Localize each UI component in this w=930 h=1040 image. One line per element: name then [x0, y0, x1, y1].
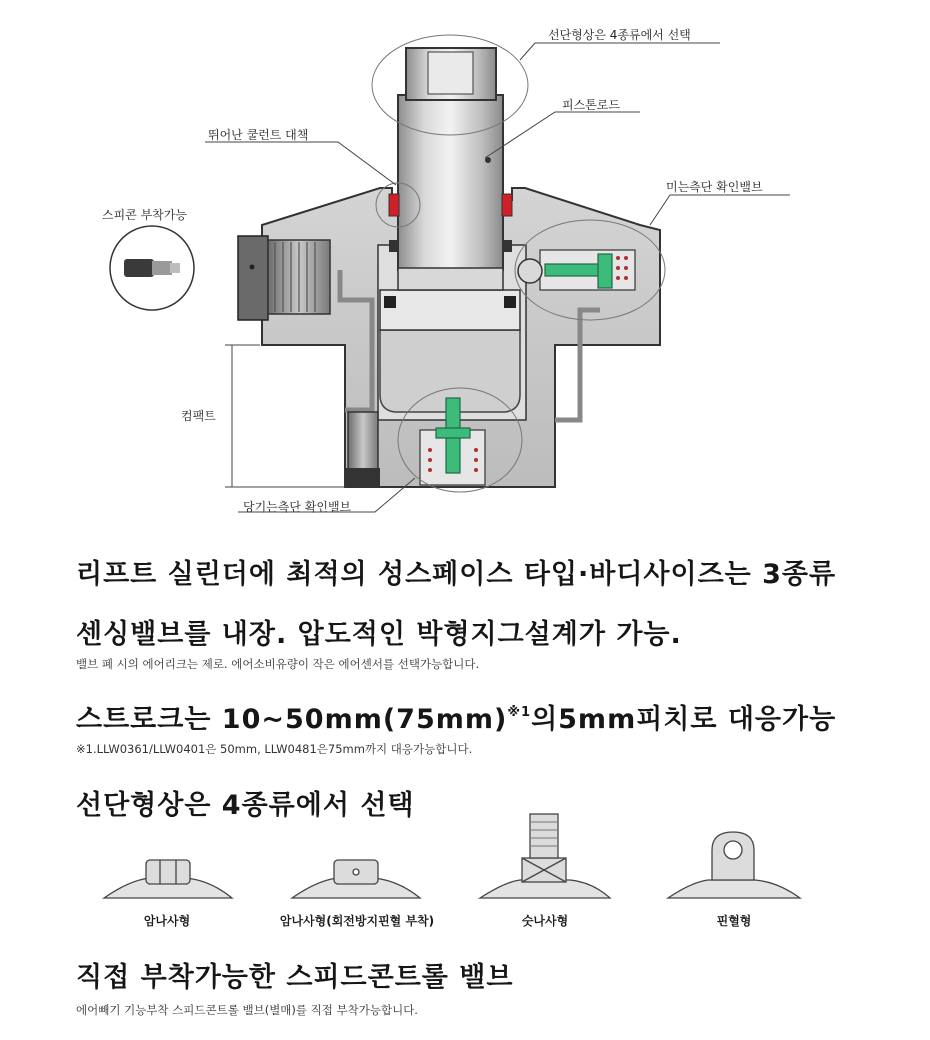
stroke-note-mark: ※1 [507, 705, 532, 720]
tip-type-label-3: 숫나사형 [521, 914, 569, 928]
tip-female-thread-pin [292, 860, 420, 898]
callout-coolant: 뛰어난 쿨런트 대책 [208, 128, 309, 142]
callout-tip-shape: 선단형상은 4종류에서 선택 [548, 28, 691, 42]
feature-sub-stroke: ※1.LLW0361/LLW0401은 50mm, LLW0481은75mm까지 대응가능합니다. [76, 742, 473, 756]
feature-title-stroke [76, 697, 836, 736]
tip-male-thread [480, 814, 610, 898]
feature-title-speed-control: 직접 부착가능한 스피드콘트롤 밸브 [76, 962, 514, 993]
piston-rod [398, 48, 503, 290]
speed-control-port [238, 236, 330, 320]
tip-pin-hole [668, 832, 800, 898]
callout-compact: 컴팩트 [181, 409, 216, 423]
tip-female-thread [104, 860, 232, 898]
tip-type-illustrations [0, 810, 930, 935]
tip-type-label-2: 암나사형(회전방지핀혈 부착) [279, 914, 435, 928]
callout-retract-valve: 당기는측단 확인밸브 [243, 500, 352, 514]
tip-type-label-4: 핀혈형 [716, 914, 752, 928]
feature-title-sensing: 센싱밸브를 내장. 압도적인 박형지그설계가 가능. [76, 619, 682, 650]
feature-title-tip-shape: 선단형상은 4종류에서 선택 [76, 790, 415, 821]
stroke-title-tail: 의5mm피치로 대응가능 [531, 704, 837, 735]
stroke-title-main: 스트로크는 10~50mm(75mm) [76, 704, 508, 735]
callout-piston-rod: 피스톤로드 [562, 98, 620, 112]
feature-sub-speed-control: 에어빼기 기능부착 스피드콘트롤 밸브(별매)를 직접 부착가능합니다. [76, 1003, 418, 1017]
callout-speed-control: 스피콘 부착가능 [102, 208, 187, 222]
callout-extend-valve: 미는측단 확인밸브 [666, 180, 763, 194]
feature-sub-sensing: 밸브 폐 시의 에어리크는 제로. 에어소비유량이 작은 에어센서를 선택가능합니다. [76, 657, 480, 671]
speed-control-photo [110, 226, 194, 310]
feature-title-space: 리프트 실린더에 최적의 성스페이스 타입·바디사이즈는 3종류 [76, 559, 837, 590]
tip-type-label-1: 암나사형 [143, 914, 191, 928]
